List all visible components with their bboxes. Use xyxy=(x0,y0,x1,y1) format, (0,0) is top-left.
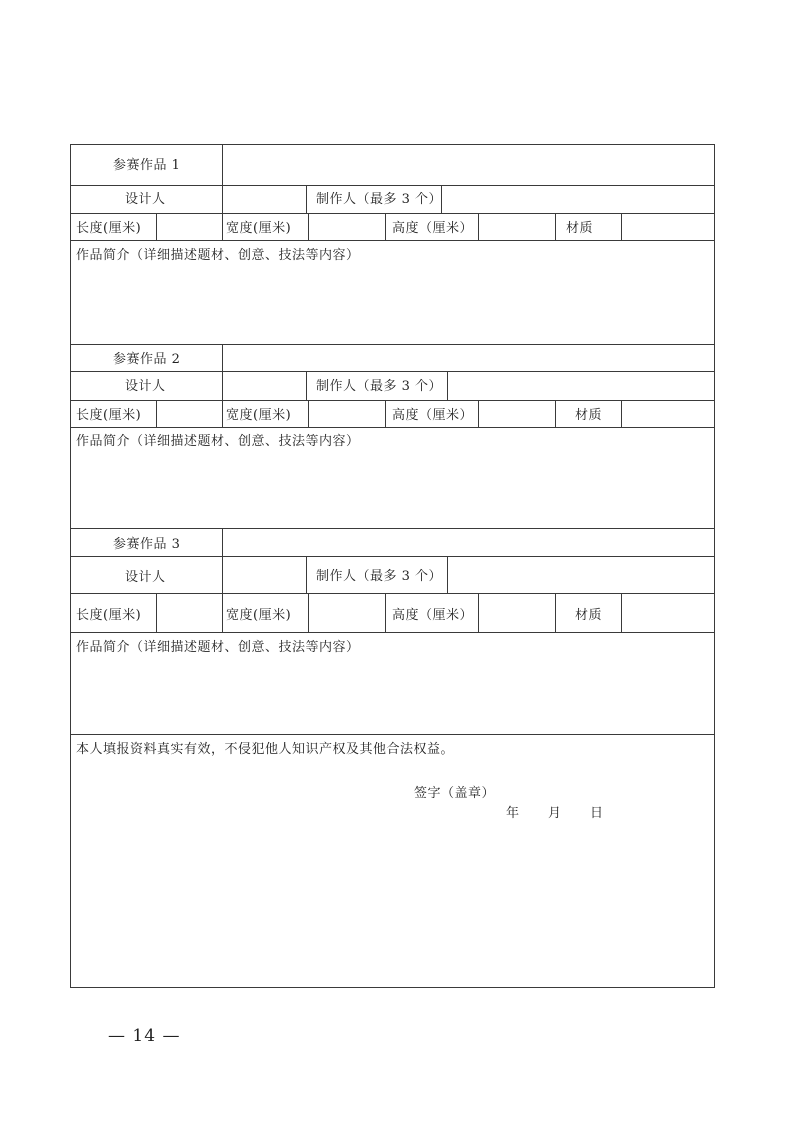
entry-3-intro-label: 作品简介（详细描述题材、创意、技法等内容） xyxy=(76,640,360,655)
entry-1-width-value[interactable] xyxy=(309,214,385,240)
entry-1-material-label: 材质 xyxy=(566,221,594,236)
entry-2-length-label: 长度(厘米) xyxy=(76,408,142,423)
entry-2-width-label: 宽度(厘米) xyxy=(226,408,292,423)
entry-3-length-value[interactable] xyxy=(157,594,222,632)
entry-3-maker-label: 制作人（最多 3 个） xyxy=(316,569,443,584)
signature-label: 签字（盖章） xyxy=(414,786,496,801)
entry-3-designer-label: 设计人 xyxy=(125,570,166,585)
entry-2-intro-label: 作品简介（详细描述题材、创意、技法等内容） xyxy=(76,434,360,449)
entry-3-height-value[interactable] xyxy=(479,594,555,632)
entry-1-title-value[interactable] xyxy=(223,145,714,185)
entry-2-title: 参赛作品 2 xyxy=(113,352,181,367)
entry-1-designer-label: 设计人 xyxy=(125,192,166,207)
signature-area[interactable] xyxy=(71,760,714,987)
entry-2-height-value[interactable] xyxy=(479,401,555,427)
entry-2-material-value[interactable] xyxy=(622,401,714,427)
entry-3-maker-value[interactable] xyxy=(448,557,714,593)
entry-2-title-value[interactable] xyxy=(223,345,714,371)
entry-1-length-label: 长度(厘米) xyxy=(76,221,142,236)
entry-1-height-value[interactable] xyxy=(479,214,555,240)
entry-3-title: 参赛作品 3 xyxy=(113,537,181,552)
entry-3-intro-value[interactable] xyxy=(71,658,714,734)
entry-1-intro-value[interactable] xyxy=(71,266,714,344)
entry-2-height-label: 高度（厘米） xyxy=(392,408,474,423)
entry-2-material-label: 材质 xyxy=(575,408,603,423)
entry-1-maker-label: 制作人（最多 3 个） xyxy=(316,192,443,207)
entry-2-length-value[interactable] xyxy=(157,401,222,427)
entry-2-width-value[interactable] xyxy=(309,401,385,427)
entry-2-maker-value[interactable] xyxy=(448,372,714,400)
entry-2-designer-label: 设计人 xyxy=(125,379,166,394)
entry-2-intro-value[interactable] xyxy=(71,452,714,528)
entry-3-material-value[interactable] xyxy=(622,594,714,632)
entry-1-material-value[interactable] xyxy=(622,214,714,240)
entry-1-width-label: 宽度(厘米) xyxy=(226,221,292,236)
entry-3-title-value[interactable] xyxy=(223,529,714,556)
entry-2-designer-value[interactable] xyxy=(223,372,306,400)
page-number: — 14 — xyxy=(108,1026,181,1046)
entry-1-intro-label: 作品简介（详细描述题材、创意、技法等内容） xyxy=(76,248,360,263)
entry-1-designer-value[interactable] xyxy=(223,186,306,213)
entry-1-length-value[interactable] xyxy=(157,214,222,240)
entry-3-length-label: 长度(厘米) xyxy=(76,608,142,623)
entry-3-width-label: 宽度(厘米) xyxy=(226,608,292,623)
declaration-statement: 本人填报资料真实有效，不侵犯他人知识产权及其他合法权益。 xyxy=(76,742,455,757)
entry-1-title: 参赛作品 1 xyxy=(113,158,181,173)
entry-3-height-label: 高度（厘米） xyxy=(392,608,474,623)
entry-3-width-value[interactable] xyxy=(309,594,385,632)
entry-3-designer-value[interactable] xyxy=(223,557,306,593)
date-label: 年 月 日 xyxy=(506,806,605,821)
entry-1-maker-value[interactable] xyxy=(442,186,714,213)
entry-3-material-label: 材质 xyxy=(575,608,603,623)
entry-2-maker-label: 制作人（最多 3 个） xyxy=(316,379,443,394)
entry-1-height-label: 高度（厘米） xyxy=(392,221,474,236)
